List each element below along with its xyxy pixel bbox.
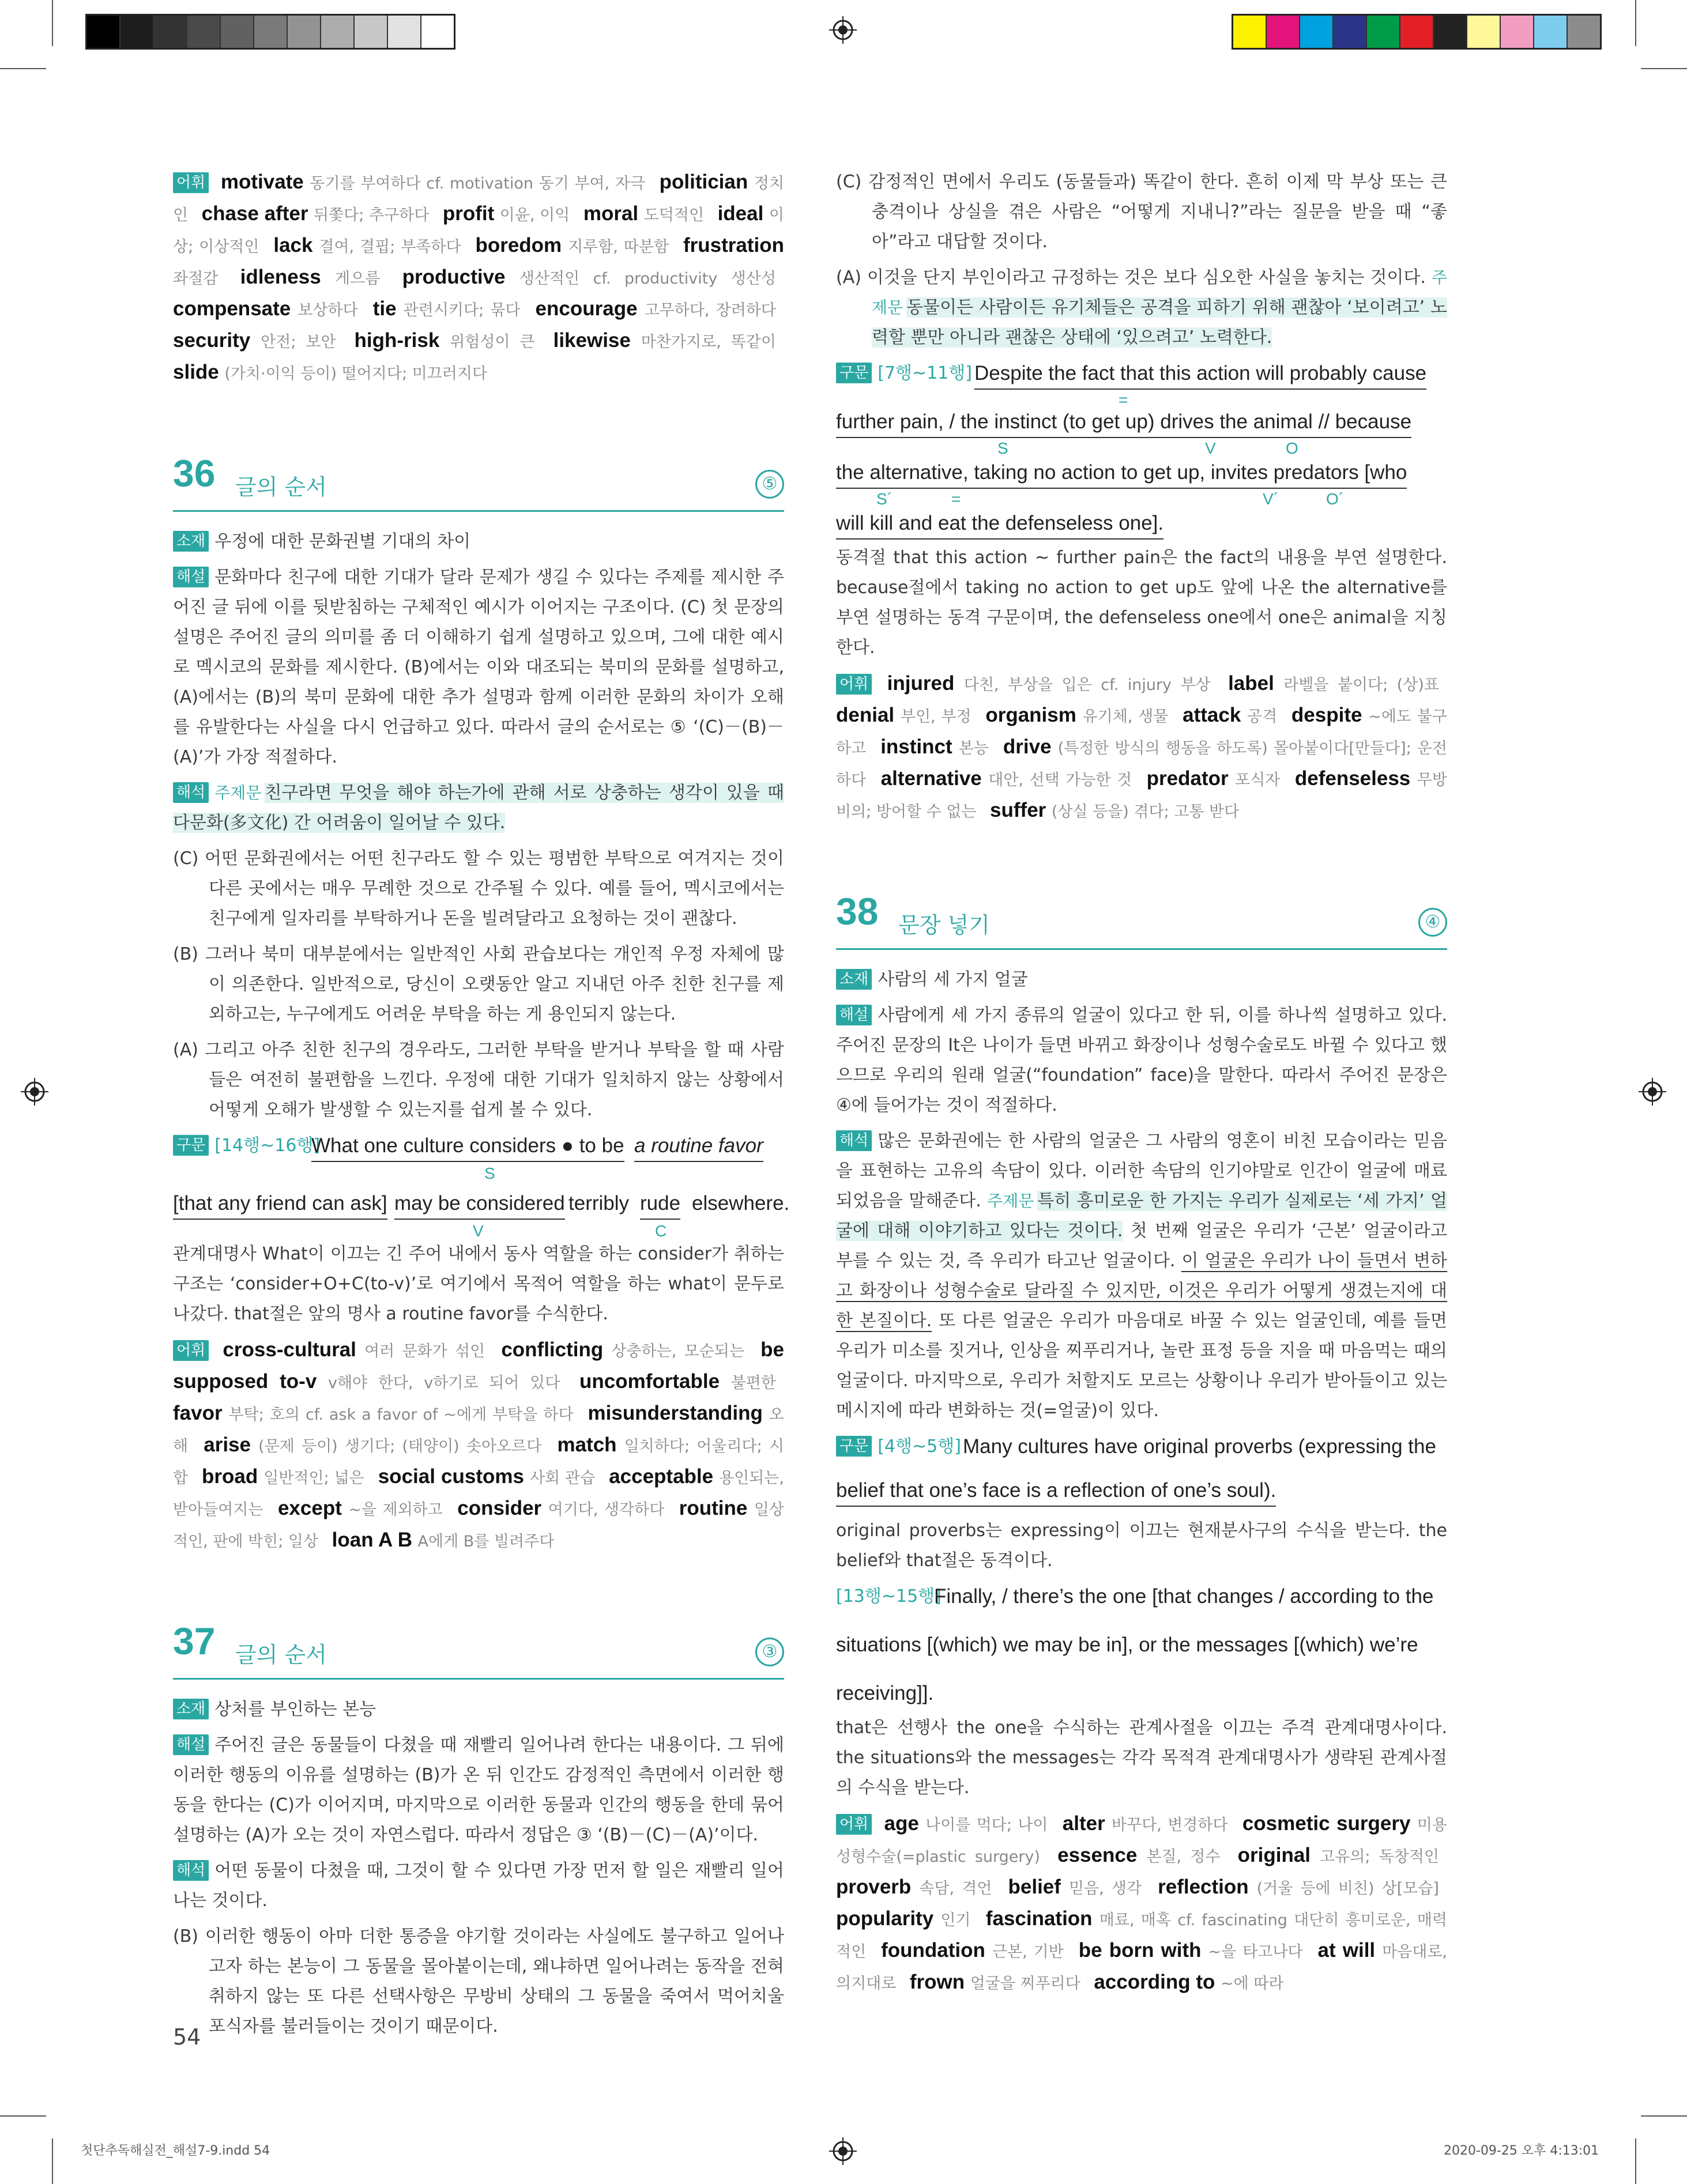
translation: [173, 1856, 784, 1916]
label-eq: =: [951, 490, 961, 508]
grammar-line: [836, 508, 1447, 543]
vocab-meaning: (상실 등을) 겪다; 고통 받다: [1051, 803, 1240, 821]
vocab-word: be born with: [1078, 1939, 1202, 1962]
vocab-meaning: 이윤, 이익: [499, 206, 570, 224]
section-number: 37: [173, 1620, 216, 1662]
vocab-word: alternative: [880, 767, 982, 790]
vocab-tag: 어휘: [173, 172, 209, 193]
topic-line: [836, 965, 1447, 995]
vocab-word: suffer: [990, 799, 1046, 821]
vocab-word: cosmetic surgery: [1242, 1812, 1411, 1835]
vocab-meaning: 유기체, 생물: [1082, 708, 1169, 726]
vocab-meaning: 본질, 정수: [1146, 1848, 1221, 1866]
grammar-line: [836, 1630, 1447, 1678]
vocab-word: consider: [457, 1497, 542, 1519]
grammar-note: 동격절 that this action ~ further pain은 the fact의 내용을 부연 설명한다. because절에서 taking no action to get up도 앞에 나온 the alternative를 부연 설명하는 동격 구문이며, the defenseless one에서 one은 animal을 지칭한다.: [836, 548, 1447, 658]
crop-mark: [1641, 2115, 1687, 2117]
topic-line: [173, 1695, 784, 1725]
topic-tag: 소재: [836, 969, 872, 990]
vocab-word: alter: [1062, 1812, 1105, 1835]
vocab-meaning: 동기를 부여하다 cf. motivation 동기 부여, 자극: [310, 175, 646, 193]
vocab-meaning: 대안, 선택 가능한 것: [988, 771, 1132, 789]
section-number: 38: [836, 890, 879, 933]
vocab-meaning: 정치인: [173, 175, 785, 224]
vocab-meaning: 용인되는, 받아들여지는: [173, 1469, 784, 1519]
gl-text: Despite the fact that this action will probably cause: [974, 359, 1426, 390]
vocab-word: tie: [372, 297, 397, 320]
grammar-tag: 구문: [836, 363, 872, 383]
crop-mark: [52, 2138, 53, 2184]
vocab-word: lack: [273, 234, 313, 257]
grammar-line: [836, 458, 1447, 508]
translation-item-a: [836, 263, 1447, 353]
vocab-meaning: 고무하다, 장려하다: [644, 301, 776, 319]
translation-text: 어떤 동물이 다쳤을 때, 그것이 할 수 있다면 가장 먼저 할 일은 재빨리 일어나는 것이다.: [173, 1861, 784, 1911]
theme-sentence: 동물이든 사람이든 유기체들은 공격을 피하기 위해 괜찮아 ‘보이려고’ 노력할 뿐만 아니라 괜찮은 상태에 ‘있으려고’ 노력한다.: [872, 297, 1447, 348]
vocab-word: despite: [1291, 704, 1362, 726]
translation-item: (C) 감정적인 면에서 우리도 (동물들과) 똑같이 한다. 흔히 이제 막 부상 또는 큰 충격이나 상실을 겪은 사람은 “어떻게 지내니?”라는 질문을 받을 때 “좋아”라고 대답할 것이다.: [836, 172, 1447, 252]
crop-mark: [1635, 2138, 1636, 2184]
label-v: V: [473, 1222, 484, 1240]
vocab-meaning: 상충하는, 모순되는: [611, 1342, 744, 1360]
line-ref: [13행~15행]: [836, 1586, 942, 1606]
vocab-meaning: 일상적인, 판에 박힌; 일상: [173, 1501, 784, 1551]
label-v: V: [1205, 439, 1216, 457]
vocab-meaning: 오해: [173, 1406, 784, 1455]
theme-tag: 주제문: [987, 1191, 1034, 1210]
theme-sentence: 친구라면 무엇을 해야 하는가에 관해 서로 상충하는 생각이 있을 때 다문화(多文化) 간 어려움이 일어날 수 있다.: [173, 783, 784, 833]
vocab-meaning: ~에 따라: [1220, 1975, 1284, 1993]
section-header-37: [173, 1620, 784, 1680]
label-c: C: [655, 1222, 667, 1240]
theme-tag: 주제문: [214, 783, 262, 802]
item-text: (A) 이것을 단지 부인이라고 규정하는 것은 보다 심오한 사실을 놓치는 것이다.: [836, 267, 1426, 288]
vocab-tag: 어휘: [173, 1340, 209, 1361]
vocab-word: likewise: [553, 329, 631, 352]
topic-tag: 소재: [173, 531, 209, 552]
grammar-line: [311, 1131, 784, 1182]
vocab-word: at will: [1317, 1939, 1376, 1962]
grammar-note: original proverbs는 expressing이 이끄는 현재분사구의 수식을 받는다. the belief와 that절은 동격이다.: [836, 1521, 1447, 1571]
vocab-word: predator: [1146, 767, 1229, 790]
vocab-block-37: [836, 669, 1447, 827]
topic-text: 사람의 세 가지 얼굴: [878, 970, 1028, 990]
gl-verb: may be considered: [394, 1189, 565, 1220]
vocab-meaning: 얼굴을 찌푸리다: [970, 1975, 1080, 1993]
vocab-word: acceptable: [609, 1465, 714, 1488]
explanation-tag: 해설: [173, 1734, 209, 1755]
explanation: [173, 563, 784, 772]
vocab-word: attack: [1183, 704, 1241, 726]
vocab-word: frown: [909, 1971, 965, 1993]
translation-tag: 해석: [836, 1130, 872, 1151]
vocab-word: according to: [1094, 1971, 1215, 1993]
vocab-word: proverb: [836, 1876, 912, 1898]
vocab-meaning: ~을 타고나다: [1208, 1943, 1303, 1961]
grayscale-bar: [85, 14, 455, 50]
gl-end: elsewhere.: [692, 1192, 790, 1214]
crop-mark: [1635, 0, 1636, 46]
line-ref: [7행~11행]: [878, 363, 972, 383]
grammar-tag: 구문: [836, 1436, 872, 1457]
vocab-word: productive: [402, 266, 506, 288]
gl-subject: What one culture considers ● to be: [311, 1131, 624, 1162]
vocab-meaning: 일반적인; 넓은: [263, 1469, 364, 1487]
grammar-note: 관계대명사 What이 이끄는 긴 주어 내에서 동사 역할을 하는 consider가 취하는 구조는 ‘consider+O+C(to-v)’로 여기에서 목적어 역할을 하는 what이 문두로 나갔다. that절은 앞의 명사 a routine favor를 수식한다.: [173, 1244, 784, 1324]
vocab-word: security: [173, 329, 251, 352]
vocab-word: conflicting: [501, 1338, 604, 1361]
vocab-word: chase after: [201, 202, 308, 225]
gl-text: receiving]].: [836, 1682, 934, 1704]
label-o2: O´: [1326, 490, 1345, 508]
crop-mark: [0, 2115, 46, 2117]
vocab-word: except: [277, 1497, 342, 1519]
vocab-meaning: v해야 한다, v하기로 되어 있다: [327, 1374, 560, 1392]
vocab-meaning: 좌절감: [173, 270, 219, 288]
vocab-meaning: (가치·이익 등이) 떨어지다; 미끄러지다: [224, 365, 488, 383]
grammar-line: [934, 1582, 1447, 1630]
vocab-word: defenseless: [1294, 767, 1411, 790]
vocab-word: boredom: [475, 234, 562, 257]
crop-mark: [52, 0, 53, 46]
vocab-word: denial: [836, 704, 895, 726]
vocab-tag: 어휘: [836, 674, 872, 695]
section-header-38: [836, 891, 1447, 950]
vocab-word: high-risk: [354, 329, 440, 352]
vocab-meaning: (거울 등에 비친) 상[모습]: [1256, 1880, 1439, 1898]
vocab-word: injured: [887, 672, 955, 695]
explanation: [836, 1001, 1447, 1121]
vocab-meaning: 매료, 매혹 cf. fascinating 대단히 흥미로운, 매력적인: [836, 1911, 1447, 1961]
vocab-meaning: 인기: [940, 1911, 971, 1929]
translation-item: (A) 그리고 아주 친한 친구의 경우라도, 그러한 부탁을 받거나 부탁을 할 때 사람들은 여전히 불편함을 느낀다. 우정에 대한 기대가 일치하지 않는 상황에서 어떻게 오해가 발생할 수 있는지를 쉽게 볼 수 있다.: [173, 1040, 784, 1120]
translation-item: (B) 그러나 북미 대부분에서는 일반적인 사회 관습보다는 개인적 우정 자체에 많이 의존한다. 일반적으로, 당신이 오랫동안 알고 지내던 아주 친한 친구를 제외하고는, 누구에게도 어려운 부탁을 하는 게 용인되지 않는다.: [173, 944, 784, 1024]
gl-text: further pain, / the instinct (to get up) drives the animal // because: [836, 407, 1411, 438]
answer-badge: ④: [1418, 908, 1447, 937]
gl-text: Many cultures have original proverbs (expressing the: [963, 1435, 1436, 1458]
explanation-text: 문화마다 친구에 대한 기대가 달라 문제가 생길 수 있다는 주제를 제시한 주어진 글 뒤에 이를 뒷받침하는 구체적인 예시가 이어지는 구조이다. (C) 첫 문장의 설명은 주어진 글의 의미를 좀 더 이해하기 쉽게 설명하고 있으며, 그에 대한 예시로 멕시코의 문화를 제시한다. (B)에서는 이와 대조되는 북미의 문화를 설명하고, (A)에서는 (B)의 북미 문화에 대한 추가 설명과 함께 이러한 문화의 차이가 오해를 유발한다는 사실을 다시 언급하고 있다. 따라서 글의 순서로는 ⑤ ‘(C)－(B)－(A)’가 가장 적절하다.: [173, 567, 784, 767]
grammar-line: [836, 1678, 1447, 1713]
vocab-meaning: 나이를 먹다; 나이: [925, 1816, 1048, 1834]
crop-mark: [1641, 68, 1687, 69]
vocab-meaning: 도덕적인: [643, 206, 705, 224]
vocab-meaning: (특정한 방식의 행동을 하도록) 몰아붙이다[만들다]; 운전하다: [836, 740, 1447, 789]
label-eq: =: [1119, 391, 1128, 409]
label-v2: V´: [1263, 490, 1279, 508]
theme-tag: 주제문: [872, 268, 1447, 317]
vocab-meaning: 여러 문화가 섞인: [364, 1342, 485, 1360]
registration-mark-icon: [829, 2137, 857, 2165]
vocab-meaning: 사회 관습: [529, 1469, 596, 1487]
translation-tag: 해석: [173, 1860, 209, 1881]
vocab-word: profit: [442, 202, 495, 225]
answer-badge: ③: [755, 1638, 784, 1666]
vocab-word: encourage: [535, 297, 638, 320]
explanation: [173, 1730, 784, 1850]
vocab-meaning: 바꾸다, 변경하다: [1112, 1816, 1228, 1834]
gl-favor: a routine favor: [634, 1131, 763, 1162]
vocab-meaning: 위험성이 큰: [450, 333, 535, 351]
vocab-word: age: [884, 1812, 919, 1835]
vocab-word: be supposed to-v: [173, 1338, 784, 1393]
vocab-meaning: 생산적인 cf. productivity 생산성: [519, 270, 776, 288]
label-s: S: [484, 1164, 495, 1182]
vocab-meaning: 게으름: [335, 270, 381, 288]
vocab-meaning: 지루함, 따분함: [568, 238, 669, 256]
vocab-meaning: 무방비의; 방어할 수 없는: [836, 771, 1447, 821]
translation: [173, 778, 784, 838]
explanation-tag: 해설: [836, 1005, 872, 1025]
label-o: O: [1286, 439, 1298, 457]
vocab-word: motivate: [220, 171, 304, 193]
vocab-meaning: 여기다, 생각하다: [548, 1501, 665, 1519]
vocab-meaning: 본능: [958, 740, 989, 757]
answer-badge: ⑤: [755, 470, 784, 499]
vocab-word: cross-cultural: [223, 1338, 356, 1361]
grammar-tag: 구문: [173, 1135, 209, 1156]
vocab-word: broad: [202, 1465, 258, 1488]
label-s2: S´: [876, 490, 893, 508]
gl-comp: rude: [640, 1189, 680, 1220]
vocab-meaning: 속담, 격언: [919, 1880, 992, 1898]
vocab-tag: 어휘: [836, 1814, 872, 1835]
section-number: 36: [173, 452, 216, 495]
topic-text: 우정에 대한 문화권별 기대의 차이: [214, 531, 471, 552]
vocab-meaning: 부인, 부정: [900, 708, 971, 726]
vocab-meaning: 고유의; 독창적인: [1320, 1848, 1439, 1866]
vocab-word: politician: [659, 171, 748, 193]
page-number: 54: [173, 2024, 201, 2050]
label-s: S: [997, 439, 1008, 457]
vocab-meaning: 부탁; 호의 cf. ask a favor of ~에게 부탁을 하다: [228, 1406, 574, 1424]
vocab-meaning: 안전; 보안: [261, 333, 336, 351]
vocab-word: match: [557, 1434, 617, 1456]
vocab-meaning: 결여, 결핍; 부족하다: [319, 238, 461, 256]
vocab-word: frustration: [683, 234, 784, 257]
vocab-meaning: 보상하다: [298, 301, 358, 319]
vocab-word: uncomfortable: [579, 1370, 720, 1393]
translation-item: (C) 어떤 문화권에서는 어떤 친구라도 할 수 있는 평범한 부탁으로 여겨지는 것이 다른 곳에서는 매우 무례한 것으로 간주될 수 있다. 예를 들어, 멕시코에서는 친구에게 일자리를 부탁하거나 돈을 빌려달라고 요청하는 것이 괜찮다.: [173, 848, 784, 929]
gl-text: will kill and eat the defenseless one].: [836, 508, 1163, 540]
explanation-tag: 해설: [173, 567, 209, 587]
crop-mark: [0, 68, 46, 69]
vocab-word: popularity: [836, 1907, 934, 1930]
vocab-word: organism: [985, 704, 1076, 726]
vocab-meaning: (문제 등이) 생기다; (태양이) 솟아오르다: [258, 1438, 542, 1455]
grammar-line: [836, 1476, 1447, 1516]
vocab-word: essence: [1057, 1844, 1138, 1866]
translation-text: 첫 번째 얼굴은 우리가 ‘근본’ 얼굴이라고 부를 수 있는 것, 즉 우리가 타고난 얼굴이다.: [836, 1221, 1447, 1271]
gl-relative: [that any friend can ask]: [173, 1189, 387, 1220]
left-column: [173, 167, 790, 2047]
vocab-word: arise: [204, 1434, 251, 1456]
vocab-meaning: 일치하다; 어울리다; 시합: [173, 1438, 784, 1487]
translation-items: [836, 167, 1447, 257]
vocab-word: label: [1228, 672, 1274, 695]
vocab-word: moral: [583, 202, 639, 225]
grammar-line: [974, 359, 1447, 409]
translation-tag: 해석: [173, 782, 209, 803]
vocab-meaning: 뒤쫓다; 추구하다: [314, 206, 430, 224]
translation: [836, 1126, 1447, 1426]
vocab-meaning: 불편한: [730, 1374, 776, 1392]
explanation-text: 주어진 글은 동물들이 다쳤을 때 재빨리 일어나려 한다는 내용이다. 그 뒤에 이러한 행동의 이유를 설명하는 (B)가 온 뒤 인간도 감정적인 측면에서 이러한 행동을 한다는 (C)가 이어지며, 마지막으로 이러한 동물과 인간의 행동을 한데 묶어 설명하는 (A)가 오는 것이 자연스럽다. 따라서 정답은 ③ ‘(B)－(C)－(A)’이다.: [173, 1735, 784, 1845]
gl-text: the alternative, taking no action to get up, invites predators [who: [836, 458, 1407, 489]
grammar-note: that은 선행사 the one을 수식하는 관계사절을 이끄는 주격 관계대명사이다. the situations와 the messages는 각각 목적격 관계대명사가 생략된 관계사절의 수식을 받는다.: [836, 1718, 1447, 1798]
vocab-meaning: ~에도 불구하고: [836, 708, 1447, 757]
vocab-word: belief: [1008, 1876, 1061, 1898]
vocab-word: favor: [173, 1402, 223, 1424]
color-bar: [1232, 14, 1602, 50]
gl-text: Finally, / there’s the one [that changes / according to the: [934, 1585, 1434, 1608]
grammar-line: [173, 1189, 790, 1240]
underlined-sentence: 이 얼굴은 우리가 나이 들면서 변하고 화장이나 성형수술로 달라질 수 있지만, 이것은 우리가 어떻게 생겼는지에 대한 본질이다.: [836, 1251, 1447, 1331]
vocab-word: misunderstanding: [588, 1402, 763, 1424]
line-ref: [4행~5행]: [878, 1436, 961, 1457]
vocab-meaning: 마음대로, 의지대로: [836, 1943, 1448, 1993]
translation-items: [173, 1922, 784, 2042]
section-title: 문장 넣기: [898, 912, 990, 938]
right-column: [836, 167, 1447, 1999]
vocab-meaning: A에게 B를 빌려주다: [417, 1533, 555, 1551]
vocab-meaning: 공격: [1247, 708, 1278, 726]
vocab-meaning: 이상; 이상적인: [173, 206, 784, 256]
vocab-word: loan A B: [332, 1529, 412, 1551]
gl-text: situations [(which) we may be in], or the messages [(which) we’re: [836, 1634, 1418, 1656]
vocab-meaning: 라벨을 붙이다; (상)표: [1283, 676, 1439, 694]
topic-line: [173, 527, 784, 557]
vocab-word: ideal: [717, 202, 764, 225]
gl-text: belief that one’s face is a reflection of one’s soul).: [836, 1476, 1276, 1507]
theme-sentence: 특히 흥미로운 한 가지는 우리가 실제로는 ‘세 가지’ 얼굴에 대해 이야기하고 있다는 것이다.: [836, 1191, 1447, 1241]
vocab-word: drive: [1003, 735, 1052, 758]
footer-file: 첫단추독해실전_해설7-9.indd 54: [81, 2144, 270, 2158]
vocab-word: instinct: [880, 735, 952, 758]
grammar-line: [836, 407, 1447, 458]
vocab-block-38: [836, 1809, 1447, 1999]
topic-text: 상처를 부인하는 본능: [214, 1699, 376, 1719]
translation-item: (B) 이러한 행동이 아마 더한 통증을 야기할 것이라는 사실에도 불구하고 일어나고자 하는 본능이 그 동물을 몰아붙이는데, 왜냐하면 일어나려는 동작을 전혀 취하지 않는 또 다른 선택사항은 무방비 상태의 그 동물을 죽여서 먹어치울 포식자를 불러들이는 것이기 때문이다.: [173, 1926, 784, 2036]
registration-mark-icon: [1639, 1078, 1666, 1106]
translation-text: 많은 문화권에는 한 사람의 얼굴은 그 사람의 영혼이 비친 모습이라는 믿음을 표현하는 고유의 속담이 있다. 이러한 속담의 인기야말로 인간이 얼굴에 매료되었음을 말해준다.: [836, 1131, 1447, 1211]
vocab-word: reflection: [1158, 1876, 1249, 1898]
footer-timestamp: 2020-09-25 오후 4:13:01: [1444, 2144, 1599, 2158]
vocab-word: social customs: [378, 1465, 524, 1488]
vocab-word: compensate: [173, 297, 291, 320]
vocab-meaning: 믿음, 생각: [1069, 1880, 1142, 1898]
vocab-meaning: ~을 제외하고: [348, 1501, 443, 1519]
vocab-meaning: 근본, 기반: [992, 1943, 1064, 1961]
grammar-line: [963, 1432, 1447, 1476]
line-ref: [14행~16행]: [214, 1136, 321, 1156]
vocab-word: idleness: [240, 266, 321, 288]
vocab-word: foundation: [881, 1939, 985, 1962]
vocab-meaning: 미용 성형수술(=plastic surgery): [836, 1816, 1447, 1866]
section-title: 글의 순서: [235, 474, 327, 500]
gl-adv: terribly: [568, 1192, 630, 1214]
vocab-meaning: 마찬가지로, 똑같이: [641, 333, 777, 351]
vocab-word: slide: [173, 361, 219, 383]
vocab-meaning: 관련시키다; 묶다: [403, 301, 521, 319]
registration-mark-icon: [21, 1078, 48, 1106]
vocab-word: original: [1237, 1844, 1311, 1866]
translation-text: 또 다른 얼굴은 우리가 마음대로 바꿀 수 있는 얼굴인데, 예를 들면 우리가 미소를 짓거나, 인상을 찌푸리거나, 놀란 표정 등을 지을 때 마음먹는 때의 얼굴이다. 마지막으로, 우리가 처할지도 모르는 상황이나 우리가 받아들이고 있는 메시지에 따라 변화하는 것(=얼굴)이 있다.: [836, 1311, 1447, 1421]
section-title: 글의 순서: [235, 1642, 327, 1668]
registration-mark-icon: [829, 16, 857, 44]
vocab-block-35: [173, 167, 784, 389]
explanation-text: 사람에게 세 가지 종류의 얼굴이 있다고 한 뒤, 이를 하나씩 설명하고 있다. 주어진 문장의 It은 나이가 들면 바뀌고 화장이나 성형수술로도 바뀔 수 있다고 했으므로 우리의 원래 얼굴(“foundation” face)을 말한다. 따라서 주어진 문장은 ④에 들어가는 것이 적절하다.: [836, 1005, 1447, 1115]
vocab-block-36: [173, 1335, 784, 1557]
vocab-word: fascination: [985, 1907, 1093, 1930]
vocab-meaning: 포식자: [1235, 771, 1281, 789]
vocab-meaning: 다친, 부상을 입은 cf. injury 부상: [963, 676, 1211, 694]
section-header-36: [173, 452, 784, 512]
topic-tag: 소재: [173, 1699, 209, 1719]
vocab-word: routine: [679, 1497, 748, 1519]
translation-items: [173, 844, 784, 1125]
